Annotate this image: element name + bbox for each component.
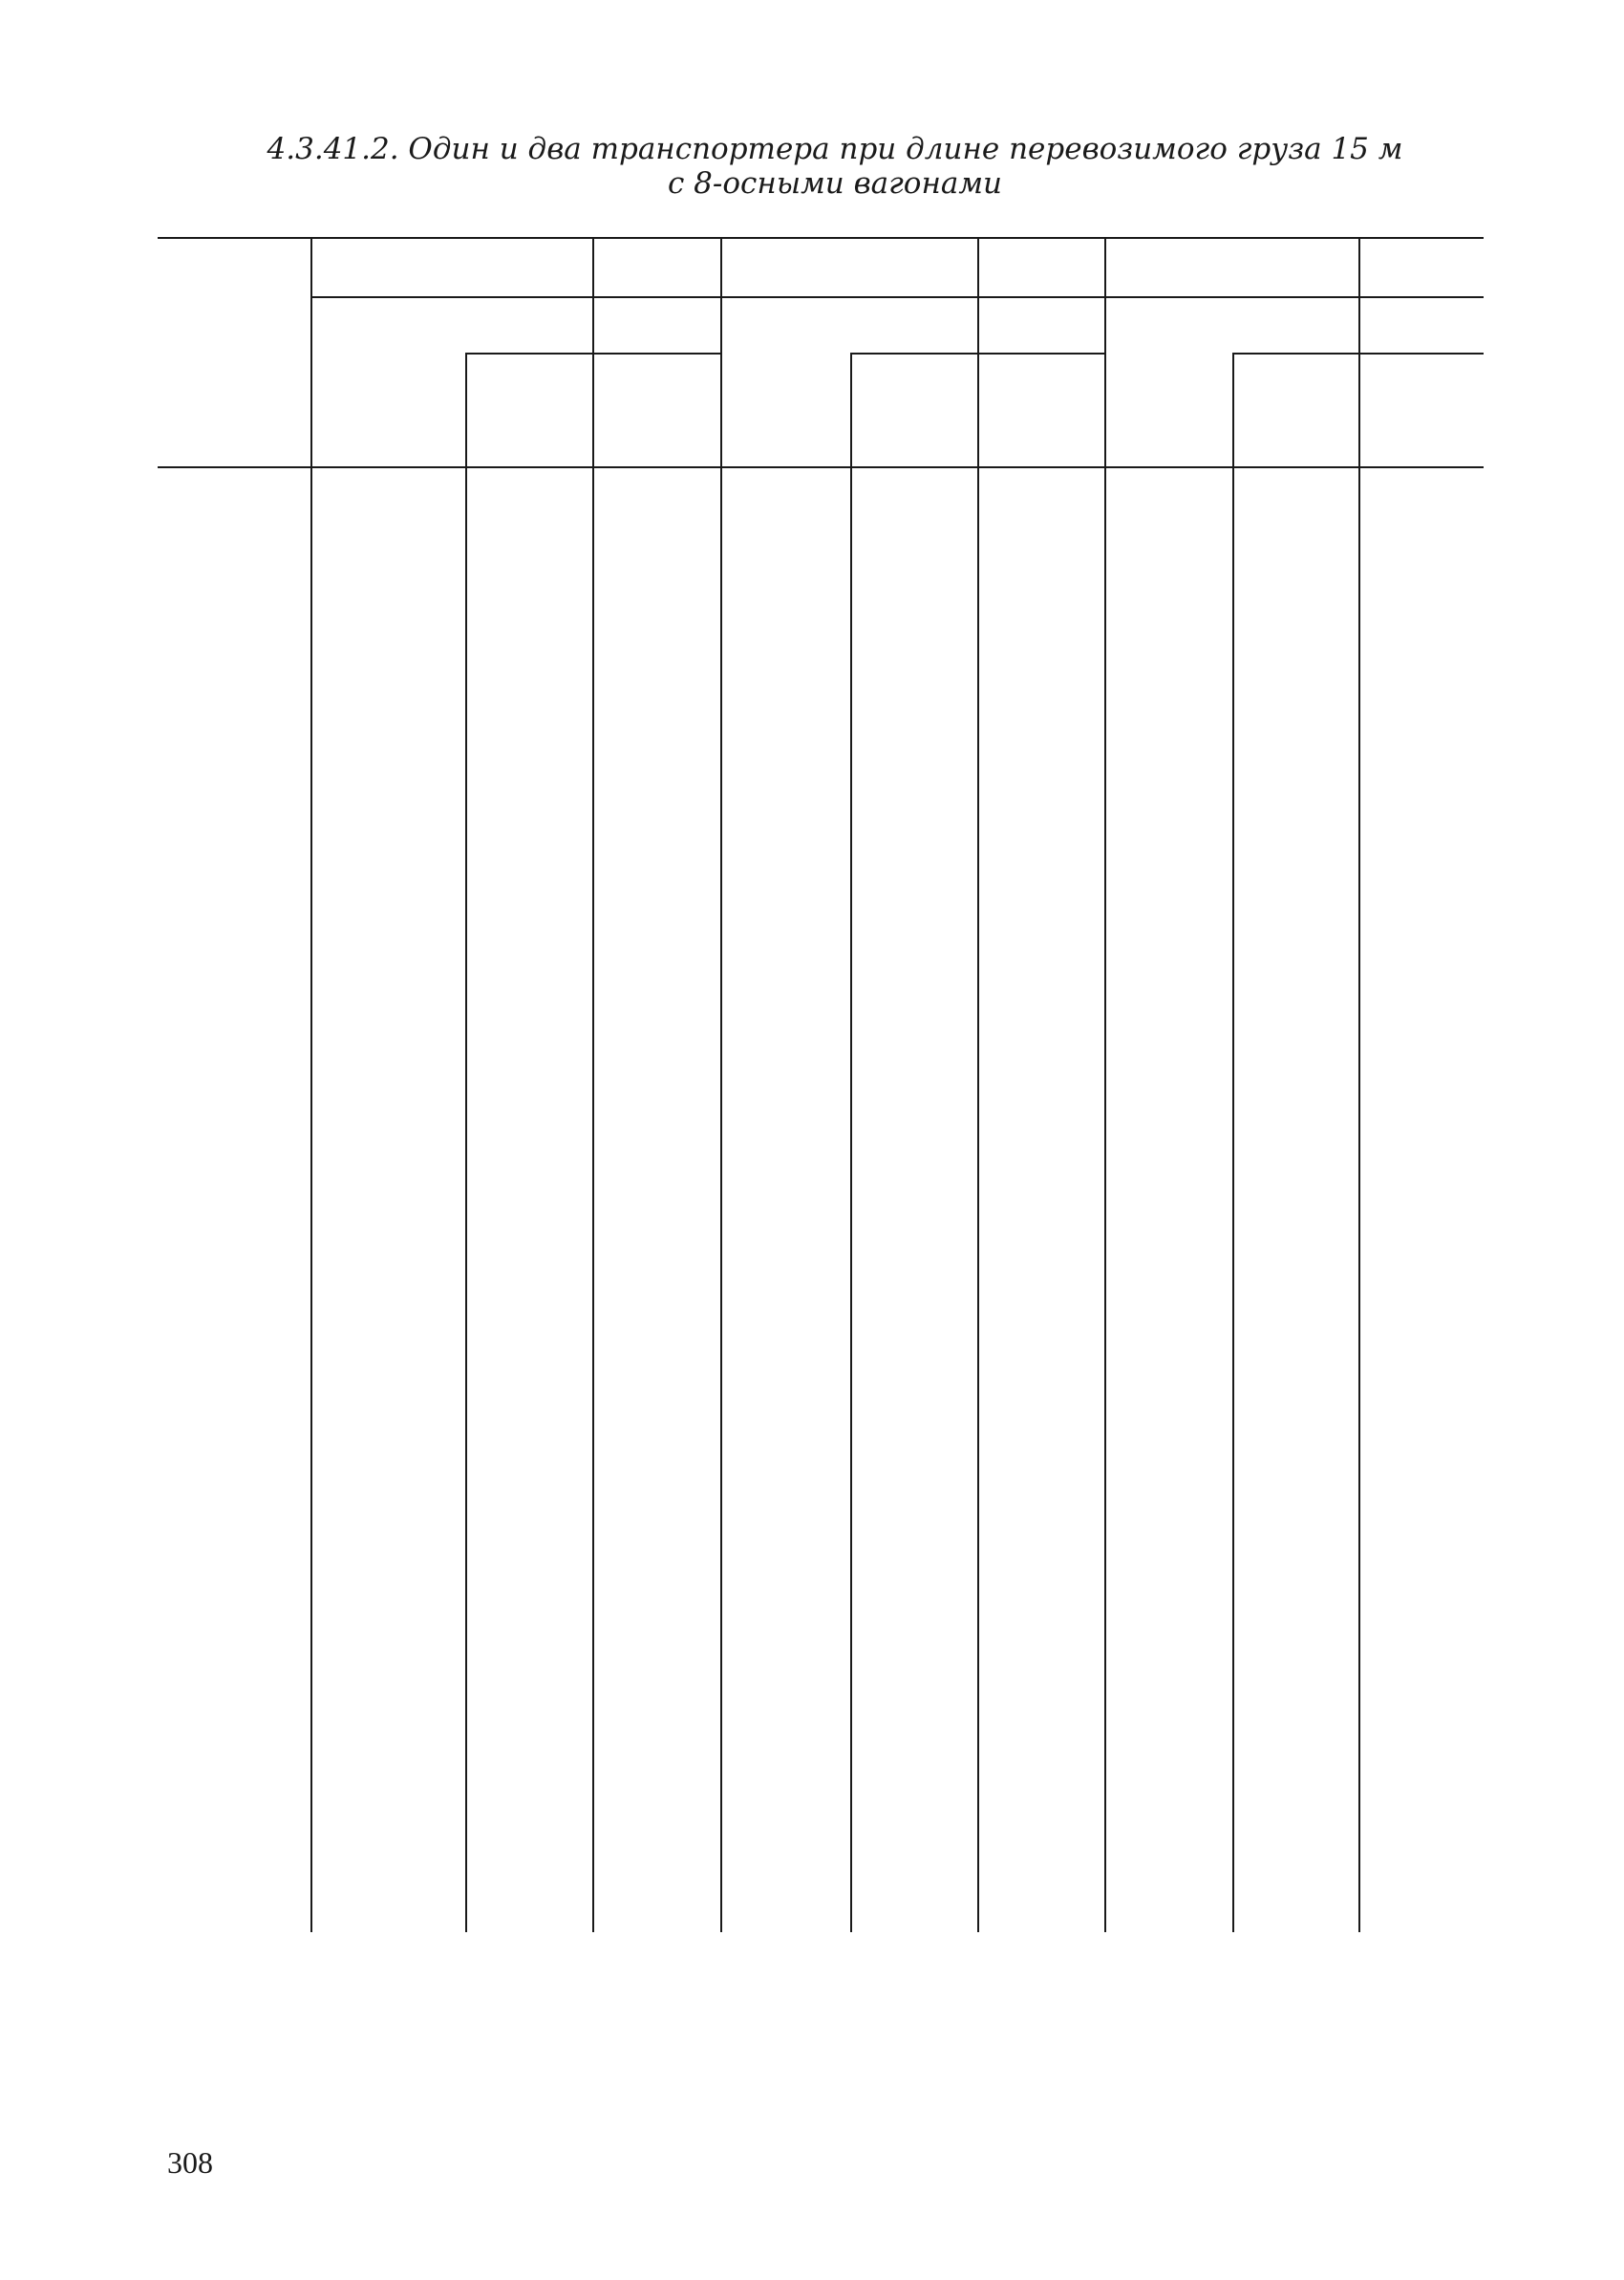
page-number: 308 — [167, 2145, 213, 2180]
table-caption-line-2: с 8-осными вагонами — [667, 166, 1003, 201]
column-rule — [720, 237, 722, 1932]
table-top-rule — [158, 237, 1484, 239]
column-rule — [1232, 353, 1234, 1932]
header-bottom-rule — [158, 466, 1484, 468]
group-header-rule — [310, 296, 720, 298]
group-header-rule — [1104, 296, 1484, 298]
column-rule — [465, 353, 467, 1932]
group-header-rule — [720, 296, 1104, 298]
column-rule — [1358, 237, 1360, 1932]
column-rule — [850, 353, 852, 1932]
table-caption-line-1: 4.3.41.2. Один и два транспортера при длине перевозимого груза 15 м — [267, 132, 1403, 166]
column-rule — [1104, 237, 1106, 1932]
column-rule — [310, 237, 312, 1932]
column-rule — [592, 237, 594, 1932]
column-rule — [977, 237, 979, 1932]
